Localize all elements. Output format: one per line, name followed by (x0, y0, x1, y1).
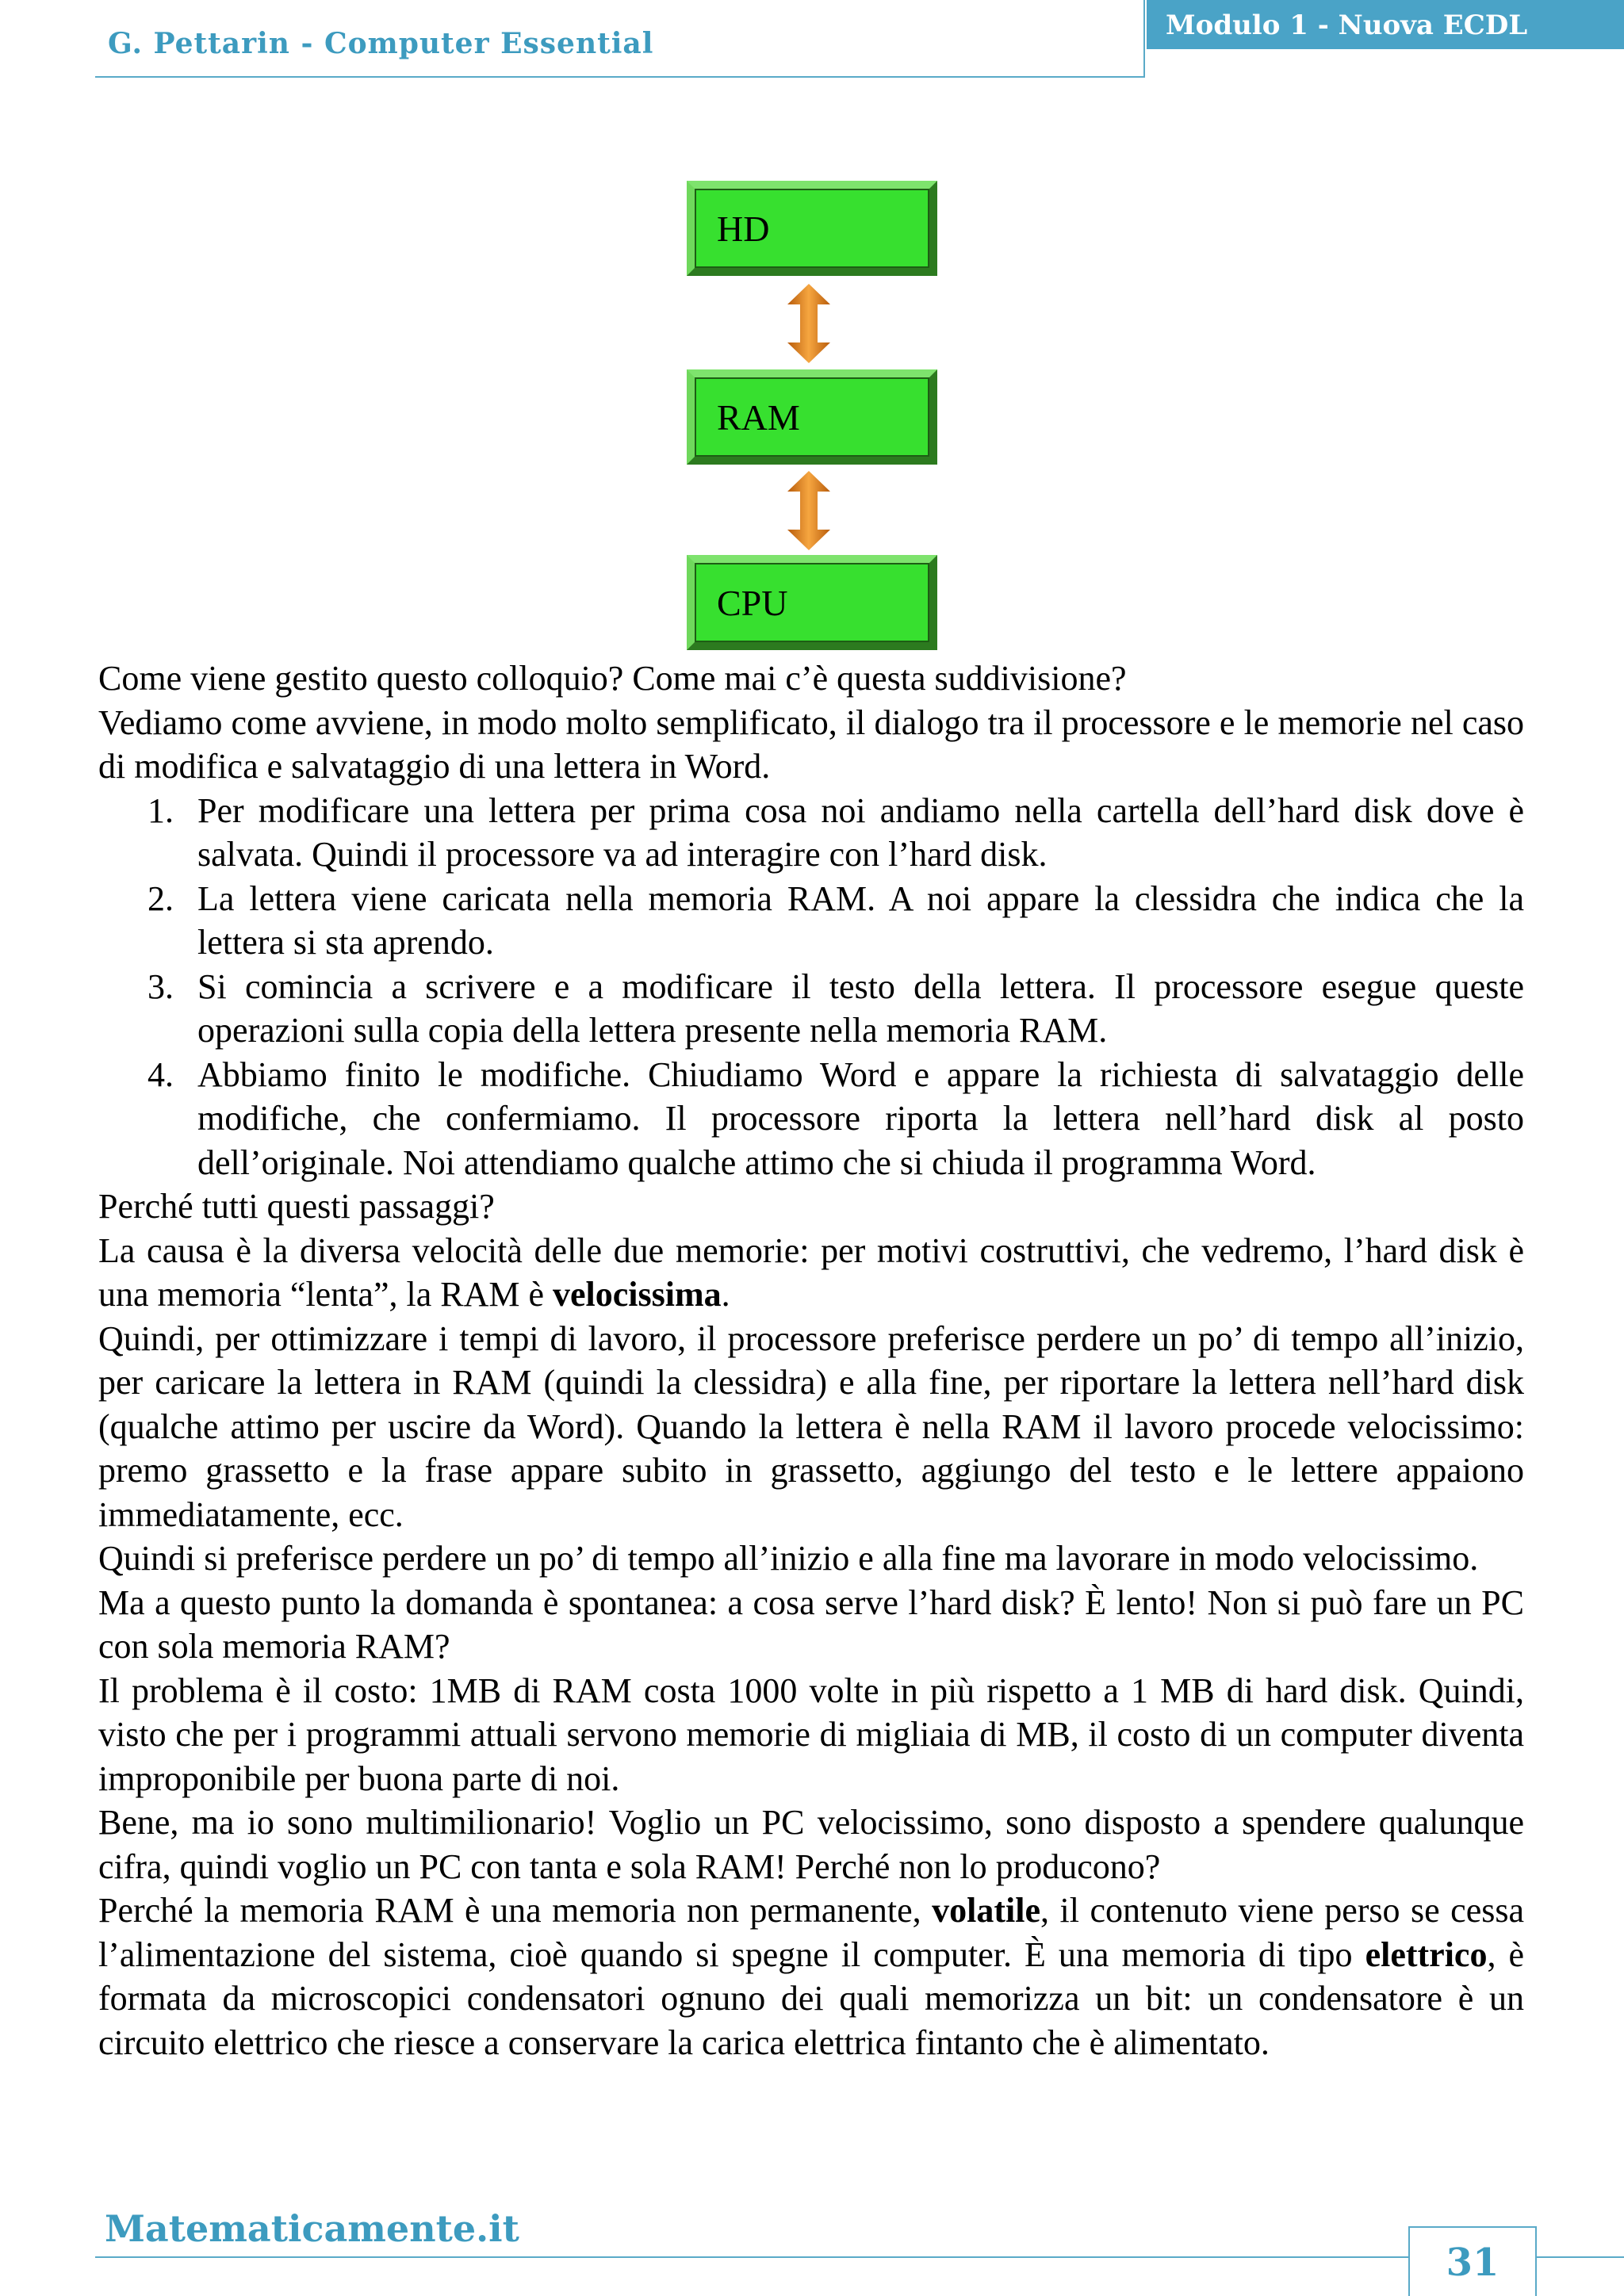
diagram-box-cpu-label: CPU (717, 583, 788, 623)
paragraph: Il problema è il costo: 1MB di RAM costa 1000 volte in più rispetto a 1 MB di hard disk. Quindi, visto che per i programmi attuali servono memorie di migliaia di MB, il costo di un computer diventa improponibile per buona parte di noi. (98, 1670, 1524, 1798)
header-left-title: G. Pettarin - Computer Essential (108, 27, 654, 60)
paragraph: Perché la memoria RAM è una memoria non permanente, volatile, il contenuto viene perso se cessa l’alimentazione del sistema, cioè quando si spegne il computer. È una memoria di tipo elettrico, è formata da microscopici condensatori ognuno dei quali memorizza un bit: un condensatore è un circuito elettrico che riesce a conservare la carica elettrica fintanto che è alimentato. (98, 1891, 1525, 2062)
paragraph: Quindi, per ottimizzare i tempi di lavoro, il processore preferisce perdere un po’ di tempo all’inizio, per caricare la lettera in RAM (quindi la clessidra) e alla fine, per riportare la lettera nell’hard disk (qualche attimo per uscire da Word). Quando la lettera è nella RAM il lavoro procede velocissimo: premo grassetto e la frase appare subito in grassetto, aggiungo del testo e le lettere appaiono immediatamente, ecc. (98, 1318, 1524, 1534)
paragraph: Come viene gestito questo colloquio? Come mai c’è questa suddivisione? (98, 659, 1127, 698)
footer-divider (1537, 2256, 1624, 2258)
bold-term: velocissima (553, 1275, 722, 1314)
diagram-box-ram (687, 369, 937, 465)
list-number: 1. (147, 790, 174, 830)
header-divider (95, 76, 1143, 78)
list-number: 4. (147, 1054, 174, 1094)
list-item (98, 1053, 1524, 1185)
list-item-text: Abbiamo finito le modifiche. Chiudiamo Word e appare la richiesta di salvataggio delle modifiche, che confermiamo. Il processore riporta la lettera nell’hard disk al posto dell’originale. Noi attendiamo qualche attimo che si chiuda il programma Word. (197, 1054, 1524, 1182)
list-number: 3. (147, 966, 174, 1006)
header-divider-vertical (1143, 0, 1145, 78)
list-item (98, 965, 1524, 1053)
header-module-label: Modulo 1 - Nuova ECDL (1166, 10, 1528, 41)
body-text (98, 656, 1524, 2064)
list-item-text: Si comincia a scrivere e a modificare il testo della lettera. Il processore esegue queste operazioni sulla copia della lettera presente nella memoria RAM. (197, 966, 1524, 1050)
bold-term: elettrico (1365, 1934, 1488, 1974)
double-arrow-icon (787, 471, 830, 550)
paragraph: Vediamo come avviene, in modo molto semplificato, il dialogo tra il processore e le memorie nel caso di modifica e salvataggio di una lettera in Word. (98, 702, 1524, 786)
header-module-tab (1147, 0, 1624, 49)
list-item-text: Per modificare una lettera per prima cosa noi andiamo nella cartella dell’hard disk dove è salvata. Quindi il processore va ad interagire con l’hard disk. (197, 790, 1524, 874)
bold-term: volatile (932, 1891, 1041, 1930)
diagram-box-ram-label: RAM (717, 397, 800, 438)
diagram-box-hd-label: HD (717, 209, 770, 249)
list-item-text: La lettera viene caricata nella memoria RAM. A noi appare la clessidra che indica che la lettera si sta aprendo. (197, 878, 1524, 962)
list-item (98, 877, 1524, 965)
paragraph: Perché tutti questi passaggi? (98, 1187, 495, 1226)
paragraph: Bene, ma io sono multimilionario! Voglio un PC velocissimo, sono disposto a spendere qualunque cifra, quindi voglio un PC con tanta e sola RAM! Perché non lo producono? (98, 1803, 1524, 1886)
page-number: 31 (1446, 2241, 1500, 2285)
list-item (98, 789, 1524, 877)
paragraph: Ma a questo punto la domanda è spontanea: a cosa serve l’hard disk? È lento! Non si può fare un PC con sola memoria RAM? (98, 1582, 1524, 1666)
paragraph: La causa è la diversa velocità delle due memorie: per motivi costruttivi, che vedremo, l’hard disk è una memoria “lenta”, la RAM è velocissima. (98, 1230, 1524, 1314)
footer-divider (95, 2256, 1410, 2258)
page-number-box (1408, 2226, 1537, 2296)
double-arrow-icon (787, 284, 830, 363)
numbered-list (98, 789, 1524, 1185)
paragraph: Quindi si preferisce perdere un po’ di tempo all’inizio e alla fine ma lavorare in modo velocissimo. (98, 1539, 1479, 1578)
diagram-box-cpu (687, 555, 937, 650)
list-number: 2. (147, 878, 174, 918)
diagram-box-hd (687, 181, 937, 276)
footer-site-name: Matematicamente.it (105, 2207, 519, 2250)
